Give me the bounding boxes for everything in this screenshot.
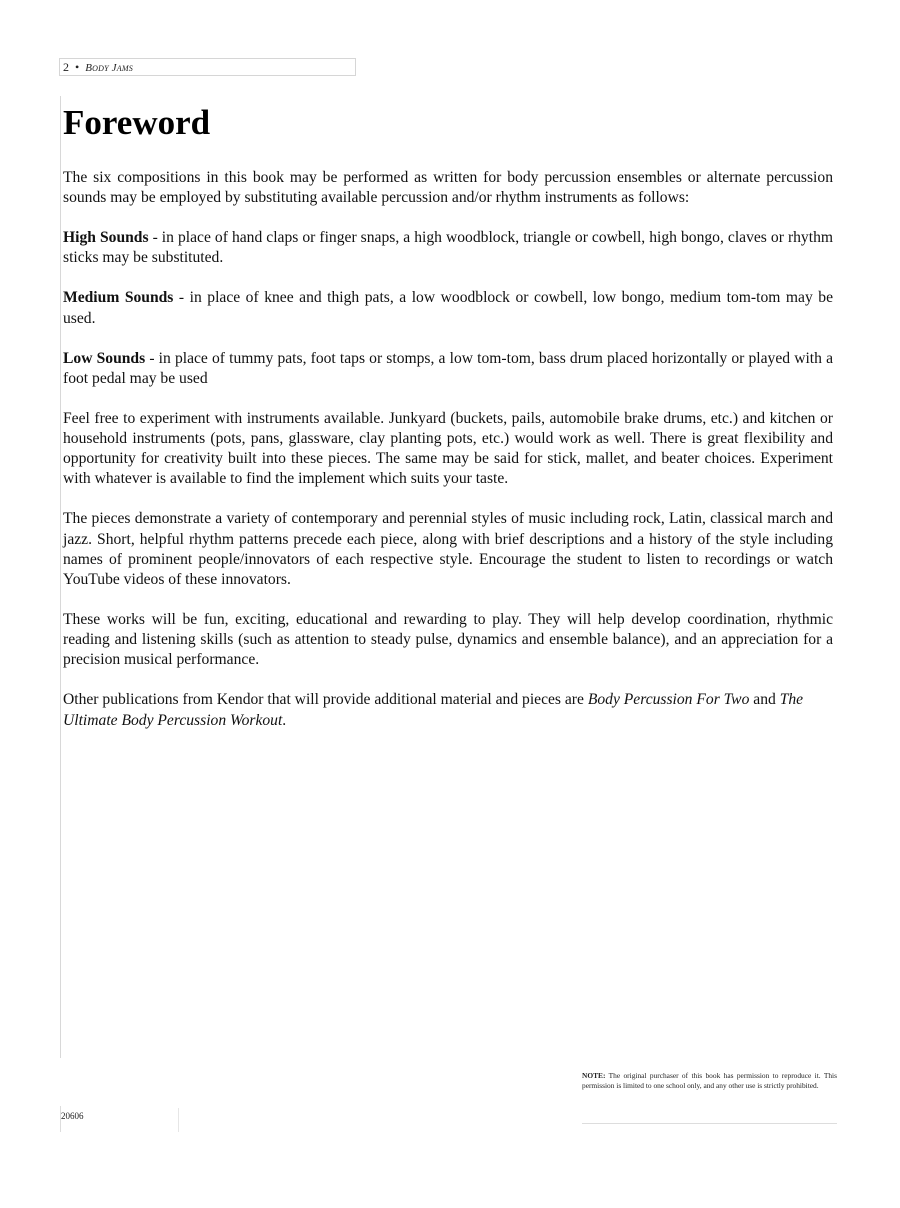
benefits-paragraph: These works will be fun, exciting, educational and rewarding to play. They will help develop coordination, rhythmic reading and listening skills (such as attention to steady pulse, dynamics and ensemble balance), and an appreciation for a precision musical performance. [63, 611, 833, 669]
high-sounds-paragraph [63, 228, 833, 268]
running-header [59, 58, 356, 76]
low-sounds-label: Low Sounds [63, 349, 146, 367]
medium-sounds-paragraph [63, 288, 833, 328]
other-pubs-intro: Other publications from Kendor that will provide additional material and pieces are [63, 691, 588, 709]
footer-divider [178, 1108, 179, 1132]
note-label: NOTE: [582, 1071, 606, 1080]
header-bullet: • [75, 60, 80, 74]
note-text: The original purchaser of this book has permission to reproduce it. This permission is limited to one school only, and any other use is strictly prohibited. [582, 1071, 837, 1090]
intro-paragraph: The six compositions in this book may be performed as written for body percussion ensembles or alternate percussion sounds may be employed by substituting available percussion and/or rhythm instruments as follows: [63, 169, 833, 207]
high-sounds-label: High Sounds [63, 229, 149, 247]
high-sounds-text: - in place of hand claps or finger snaps, a high woodblock, triangle or cowbell, high bongo, claves or rhythm sticks may be substituted. [63, 229, 833, 267]
medium-sounds-text: - in place of knee and thigh pats, a low woodblock or cowbell, low bongo, medium tom-tom may be used. [63, 289, 833, 327]
page-title: Foreword [63, 103, 211, 142]
low-sounds-paragraph [63, 349, 833, 389]
other-pubs-title-2: The Ultimate Body Percussion Workout [63, 691, 804, 729]
left-margin-rule [60, 96, 61, 1058]
note-divider [582, 1123, 837, 1124]
header-book-title: Body Jams [85, 62, 133, 74]
other-pubs-end: . [282, 711, 287, 729]
styles-paragraph: The pieces demonstrate a variety of contemporary and perennial styles of music including rock, Latin, classical march and jazz. Short, helpful rhythm patterns precede each piece, along with brief descriptions and a history of the style including names of prominent people/innovators of each respective style. Encourage the student to listen to recordings or watch YouTube videos of these innovators. [63, 510, 833, 589]
other-publications-paragraph [63, 690, 833, 730]
other-pubs-title-1: Body Percussion For Two [587, 691, 750, 709]
low-sounds-text: - in place of tummy pats, foot taps or stomps, a low tom-tom, bass drum placed horizontally or played with a foot pedal may be used [63, 349, 833, 387]
page-number: 2 [63, 60, 69, 74]
medium-sounds-label: Medium Sounds [63, 289, 174, 307]
copyright-note [582, 1071, 837, 1091]
catalog-number: 20606 [61, 1111, 84, 1121]
foreword-body [63, 168, 833, 751]
other-pubs-and: and [749, 691, 780, 709]
experiment-paragraph: Feel free to experiment with instruments available. Junkyard (buckets, pails, automobile brake drums, etc.) and kitchen or household instruments (pots, pans, glassware, clay planting pots, etc.) would work as well. There is great flexibility and opportunity for creativity built into these pieces. The same may be said for stick, mallet, and beater choices. Experiment with whatever is available to find the implement which suits your taste. [63, 409, 833, 488]
